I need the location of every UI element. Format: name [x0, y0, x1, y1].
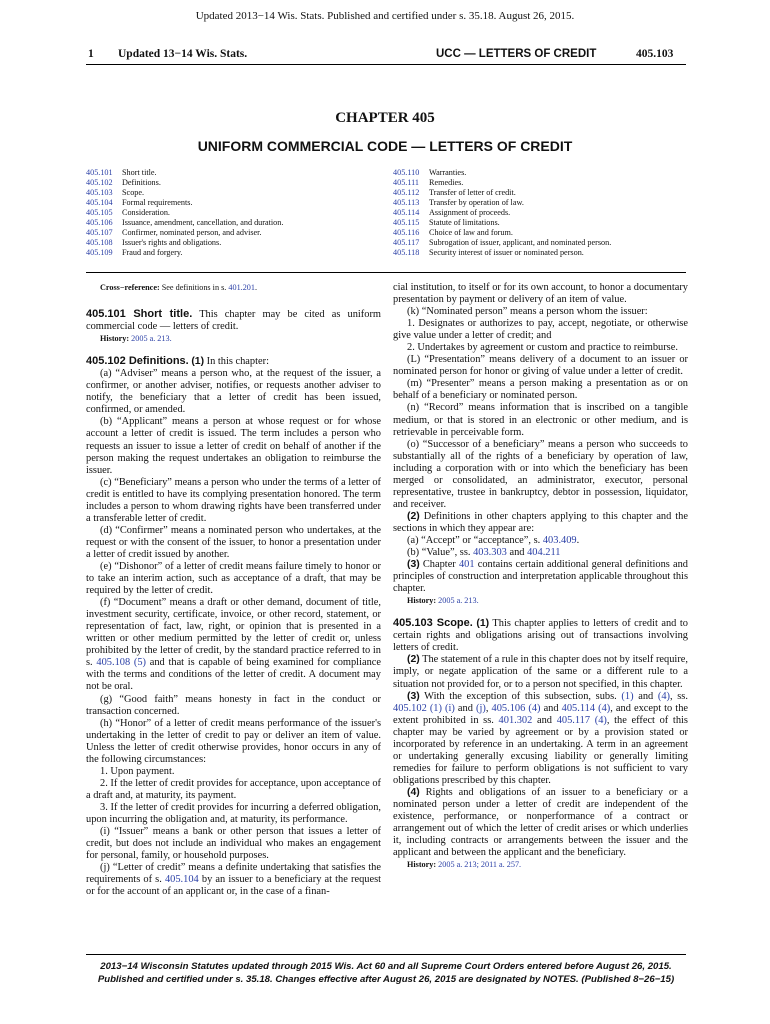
- definition-paragraph: (e) “Dishonor” of a letter of credit means failure timely to honor or to take an interim action, such as acceptance of a draft, that may be required by the letter of credit.: [86, 560, 381, 597]
- toc-item[interactable]: 405.115 Statute of limitations.: [393, 218, 500, 227]
- statute-link[interactable]: 405.104: [164, 874, 199, 886]
- toc-right: [393, 168, 693, 258]
- header-rule: [86, 64, 686, 65]
- toc-item[interactable]: 405.118 Security interest of issuer or nominated person.: [393, 248, 584, 257]
- toc-item[interactable]: 405.111 Remedies.: [393, 178, 464, 187]
- definition-paragraph: (g) “Good faith” means honesty in fact in the conduct or transaction concerned.: [86, 693, 381, 717]
- definition-paragraph: (m) “Presenter” means a person making a presentation as or on behalf of a beneficiary or nominated person.: [393, 378, 688, 402]
- definition-paragraph: (o) “Successor of a beneficiary” means a person who succeeds to substantially all of the rights of a beneficiary by operation of law, including a corporation with or into which the beneficiary has been merged or consolidated, an administrator, executor, personal representative, trustee in bankruptcy, debtor in possession, liquidator, and receiver.: [393, 438, 688, 510]
- page-number: 1: [88, 48, 94, 60]
- toc-item[interactable]: 405.107 Confirmer, nominated person, and adviser.: [86, 228, 262, 237]
- toc-item[interactable]: 405.104 Formal requirements.: [86, 198, 193, 207]
- section-405-102: 405.102 Definitions. (1) In this chapter:: [86, 355, 269, 368]
- toc-item[interactable]: 405.108 Issuer's rights and obligations.: [86, 238, 222, 247]
- toc-item[interactable]: 405.105 Consideration.: [86, 208, 170, 217]
- statute-link[interactable]: 405.108 (5): [96, 657, 147, 669]
- subsection-3: (3) Chapter 401 contains certain additional general definitions and principles of construction and interpretation applicable throughout this chapter.: [393, 559, 688, 595]
- toc-item[interactable]: 405.116 Choice of law and forum.: [393, 228, 513, 237]
- xref-link[interactable]: 401.201: [228, 283, 255, 292]
- section-405-101: 405.101 Short title. This chapter may be cited as uniform commercial code — letters of credit.: [86, 308, 381, 333]
- toc-item[interactable]: 405.102 Definitions.: [86, 178, 161, 187]
- chapter-link[interactable]: 401: [458, 559, 475, 571]
- definition-paragraph: (h) “Honor” of a letter of credit means performance of the issuer's undertaking in the letter of credit to pay or deliver an item of value. Unless the letter of credit otherwise provides, honor occurs in any of the following circumstances:: [86, 717, 381, 765]
- toc-item[interactable]: 405.114 Assignment of proceeds.: [393, 208, 511, 217]
- toc-item[interactable]: 405.103 Scope.: [86, 188, 145, 197]
- toc-item[interactable]: 405.113 Transfer by operation of law.: [393, 198, 524, 207]
- toc-item[interactable]: 405.106 Issuance, amendment, cancellation, and duration.: [86, 218, 284, 227]
- running-head-left: Updated 13−14 Wis. Stats.: [118, 48, 248, 60]
- section-405-103: 405.103 Scope. (1) This chapter applies to letters of credit and to certain rights and obligations arising out of transactions involving letters of credit.: [393, 617, 688, 654]
- definition-subitem: 2. If the letter of credit provides for acceptance, upon acceptance of a draft and, at maturity, its payment.: [86, 777, 381, 801]
- definition-paragraph: (a) “Accept” or “acceptance”, s. 403.409.: [407, 534, 580, 546]
- footer-line-2: Published and certified under s. 35.18. Changes effective after August 26, 2015 are designated by NOTES. (Published 8−26−15): [97, 974, 675, 985]
- definition-paragraph: (i) “Issuer” means a bank or other person that issues a letter of credit, but does not include an individual who makes an engagement for personal, family, or household purposes.: [86, 826, 381, 862]
- toc-item[interactable]: 405.109 Fraud and forgery.: [86, 248, 183, 257]
- cross-reference: Cross−reference: See definitions in s. 401.201.: [100, 283, 258, 292]
- definition-subitem: 1. Upon payment.: [100, 765, 175, 777]
- left-column: [86, 282, 381, 898]
- definition-paragraph: (L) “Presentation” means delivery of a document to an issuer or nominated person for honor or giving of value under a letter of credit.: [393, 354, 688, 378]
- definition-paragraph: (c) “Beneficiary” means a person who under the terms of a letter of credit is entitled to have its complying presentation honored. The term includes a person to whom drawing rights have been transferred under a transferable letter of credit.: [86, 476, 381, 524]
- definition-paragraph: (b) “Value”, ss. 403.303 and 404.211: [407, 547, 561, 559]
- subsection-2: (2) Definitions in other chapters applying to this chapter and the sections in which they appear are:: [393, 510, 688, 534]
- certification-banner: Updated 2013−14 Wis. Stats. Published and certified under s. 35.18. August 26, 2015.: [195, 10, 575, 22]
- chapter-number: CHAPTER 405: [335, 110, 435, 126]
- footer-rule: [86, 954, 686, 955]
- running-head-center: UCC — LETTERS OF CREDIT: [436, 48, 597, 60]
- history-note: History: 2005 a. 213.: [407, 596, 479, 606]
- definition-paragraph: (b) “Applicant” means a person at whose request or for whose account a letter of credit is issued. The term includes a person who requests an issuer to issue a letter of credit on behalf of another if the person making the request undertakes an obligation to reimburse the issuer.: [86, 416, 381, 476]
- statute-link[interactable]: 404.211: [527, 547, 561, 559]
- definition-paragraph: (n) “Record” means information that is inscribed on a tangible medium, or that is stored in an electronic or other medium, and is retrievable in perceivable form.: [393, 402, 688, 438]
- definition-subitem: 3. If the letter of credit provides for incurring a deferred obligation, upon incurring the obligation and, at maturity, its performance.: [86, 801, 381, 825]
- footer: [86, 960, 686, 986]
- toc-rule: [86, 272, 686, 273]
- toc-left: [86, 168, 386, 258]
- definition-subitem: 2. Undertakes by agreement or custom and practice to reimburse.: [407, 342, 678, 354]
- chapter-title: UNIFORM COMMERCIAL CODE — LETTERS OF CREDIT: [197, 138, 573, 154]
- right-column: [393, 282, 688, 873]
- toc-item[interactable]: 405.112 Transfer of letter of credit.: [393, 188, 516, 197]
- toc-item[interactable]: 405.117 Subrogation of issuer, applicant, and nominated person.: [393, 238, 612, 247]
- definition-paragraph: (d) “Confirmer” means a nominated person who undertakes, at the request or with the consent of the issuer, to honor a presentation under a letter of credit issued by another.: [86, 524, 381, 560]
- footer-line-1: 2013−14 Wisconsin Statutes updated through 2015 Wis. Act 60 and all Supreme Court Orders entered before August 26, 2015.: [100, 961, 672, 972]
- subsection-3: (3) With the exception of this subsection, subs. (1) and (4), ss. 405.102 (1) (i) and (j), 405.106 (4) and 405.114 (4), and except to the extent prohibited in ss. 401.302 and 405.117 (4), the effect of this chapter may be varied by agreement or by a provision stated or incorporated by reference in an undertaking. A term in an agreement or undertaking generally excusing liability or generally limiting remedies for failure to perform obligations is not sufficient to vary obligations prescribed by this chapter.: [393, 690, 688, 786]
- definition-paragraph: (j) “Letter of credit” means a definite undertaking that satisfies the requirements of s. 405.104 by an issuer to a beneficiary at the request or for the account of an applicant or, in the case of a finan-: [86, 862, 381, 898]
- subsection-2: (2) The statement of a rule in this chapter does not by itself require, imply, or negate application of the same or a different rule to a situation not provided for, or to a person not specified, in this chapter.: [393, 654, 688, 690]
- definition-paragraph: (k) “Nominated person” means a person whom the issuer:: [407, 306, 648, 318]
- definition-paragraph: (f) “Document” means a draft or other demand, document of title, investment security, certificate, invoice, or other record, statement, or representation of fact, law, right, or opinion that is presented in a written or other medium permitted by the letter of credit or, unless prohibited by the letter of credit, by the standard practice referred to in s. 405.108 (5) and that is capable of being examined for compliance with the terms and conditions of the letter of credit. A document may not be oral.: [86, 597, 381, 693]
- statute-link[interactable]: 403.303: [473, 547, 507, 559]
- definition-paragraph: (a) “Adviser” means a person who, at the request of the issuer, a confirmer, or another adviser, notifies, or requests another adviser to notify, the beneficiary that a letter of credit has been issued, confirmed, or amended.: [86, 368, 381, 416]
- definition-continued: cial institution, to itself or for its own account, to honor a documentary presentation by payment or delivery of an item of value.: [393, 282, 688, 306]
- toc-item[interactable]: 405.101 Short title.: [86, 168, 157, 177]
- history-note: History: 2005 a. 213.: [100, 334, 172, 344]
- definition-subitem: 1. Designates or authorizes to pay, accept, negotiate, or otherwise give value under a letter of credit; and: [393, 318, 688, 342]
- running-head-right: 405.103: [636, 48, 674, 60]
- toc-item[interactable]: 405.110 Warranties.: [393, 168, 467, 177]
- subsection-4: (4) Rights and obligations of an issuer to a beneficiary or a nominated person under a letter of credit are independent of the existence, performance, or nonperformance of a contract or arrangement out of which the letter of credit arises or which underlies it, including contracts or arrangements between the issuer and the applicant and between the applicant and the beneficiary.: [393, 786, 688, 859]
- statute-link[interactable]: 403.409: [542, 534, 577, 546]
- history-note: History: 2005 a. 213; 2011 a. 257.: [407, 860, 522, 870]
